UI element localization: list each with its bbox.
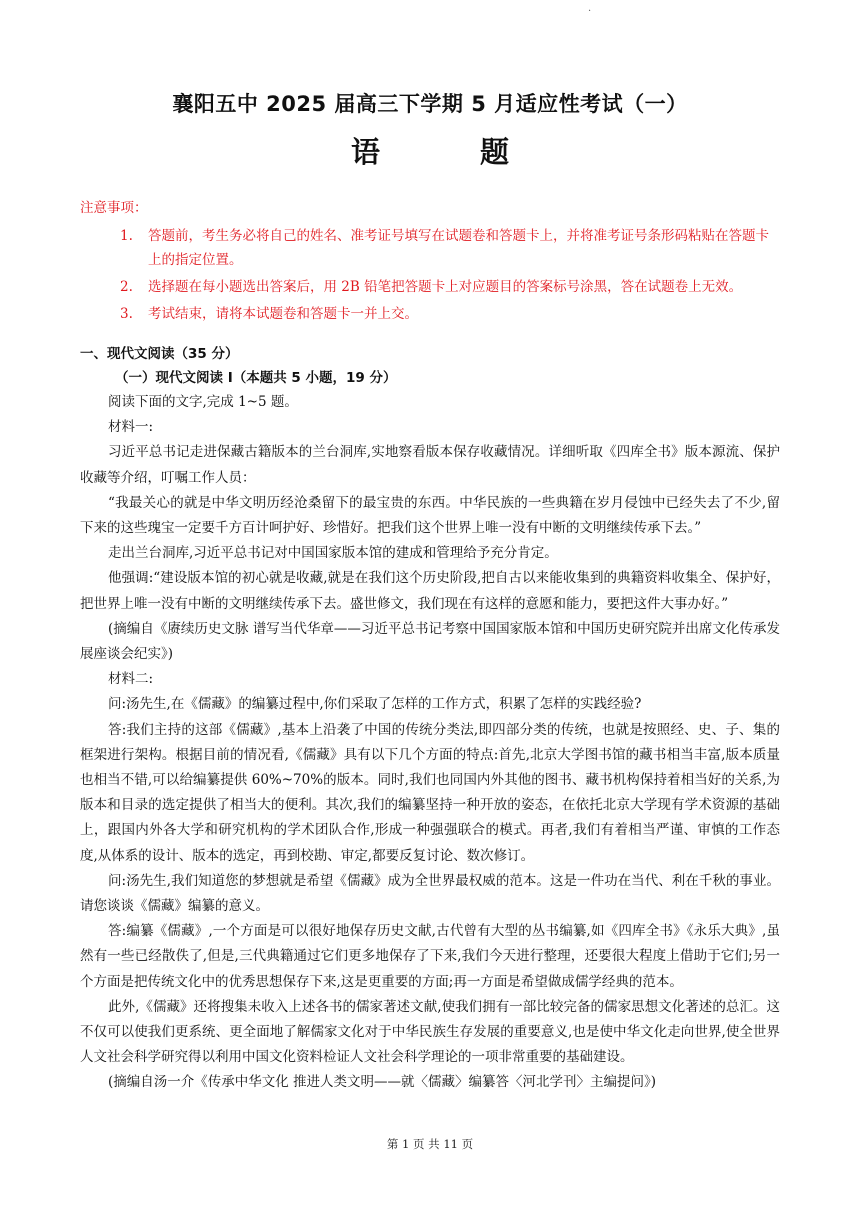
- notice-item-text: 选择题在每小题选出答案后，用 2B 铅笔把答题卡上对应题目的答案标号涂黑，答在试题卷上无效。: [148, 279, 743, 295]
- notice-item-number: 3.: [120, 306, 133, 322]
- reading-section: [80, 342, 780, 1096]
- paragraph: 走出兰台洞库,习近平总书记对中国国家版本馆的建成和管理给予充分肯定。: [108, 545, 558, 562]
- paragraph: 习近平总书记走进保藏古籍版本的兰台洞库,实地察看版本保存收藏情况。详细听取《四库全书》版本源流、保护收藏等介绍，叮嘱工作人员：: [80, 444, 780, 486]
- notice-item: [80, 302, 780, 326]
- section-heading: 一、现代文阅读（35 分）: [80, 346, 239, 362]
- question-paragraph: 问:汤先生,我们知道您的梦想就是希望《儒藏》成为全世界最权威的范本。这是一件功在当代、利在千秋的事业。请您谈谈《儒藏》编纂的意义。: [80, 872, 780, 915]
- notice-item: [80, 275, 780, 299]
- quote-paragraph: “我最关心的就是中华文明历经沧桑留下的最宝贵的东西。中华民族的一些典籍在岁月侵蚀中已经失去了不少,留下来的这些瑰宝一定要千方百计呵护好、珍惜好。把我们这个世界上唯一没有中断的文明继续传承下去。”: [80, 494, 780, 537]
- material-label: 材料二:: [108, 671, 154, 688]
- instruction-text: 阅读下面的文字,完成 1~5 题。: [108, 394, 298, 410]
- exam-title: 襄阳五中 2025 届高三下学期 5 月适应性考试（一）: [172, 92, 688, 116]
- notice-item-text: 考试结束，请将本试题卷和答题卡一并上交。: [148, 306, 418, 322]
- paragraph: 他强调:“建设版本馆的初心就是收藏,就是在我们这个历史阶段,把自古以来能收集到的典籍资料收集全、保护好，把世界上唯一没有中断的文明继续传承下去。盛世修文，我们现在有这样的意愿和能力，要把这件大事办好。”: [80, 570, 780, 612]
- notice-item-number: 1.: [120, 228, 133, 244]
- answer-paragraph: 答:编纂《儒藏》,一个方面是可以很好地保存历史文献,古代曾有大型的丛书编纂,如《四库全书》《永乐大典》,虽然有一些已经散佚了,但是,三代典籍通过它们更多地保存了下来,我们今天进行整理，还要很大程度上借助于它们;另一个方面是把传统文化中的优秀思想保存下来,这是更重要的方面;再一方面是希望做成儒学经典的范本。: [80, 923, 780, 990]
- notice-item-text: 答题前，考生务必将自己的姓名、准考证号填写在试题卷和答题卡上，并将准考证号条形码粘贴在答题卡上的指定位置。: [148, 228, 769, 268]
- notice-block: [80, 196, 780, 329]
- source-citation: (摘编自汤一介《传承中华文化 推进人类文明——就〈儒藏〉编纂答〈河北学刊〉主编提问》): [108, 1074, 657, 1091]
- question-paragraph: 问:汤先生,在《儒藏》的编纂过程中,你们采取了怎样的工作方式，积累了怎样的实践经验?: [108, 696, 642, 713]
- notice-title: 注意事项：: [80, 200, 148, 216]
- material-label: 材料一:: [108, 419, 154, 436]
- notice-item-number: 2.: [120, 279, 133, 295]
- notice-item: [80, 224, 780, 272]
- top-mark: ·: [588, 6, 592, 17]
- subsection-heading: （一）现代文阅读 I（本题共 5 小题，19 分）: [115, 370, 397, 386]
- answer-paragraph: 答:我们主持的这部《儒藏》,基本上沿袭了中国的传统分类法,即四部分类的传统，也就是按照经、史、子、集的框架进行架构。根据目前的情况看,《儒藏》具有以下几个方面的特点:首先,北京大学图书馆的藏书相当丰富,版本质量也相当不错,可以给编纂提供 60%~70%的版本。同时,我们也同国内外其他的图书、藏书机构保持着相当好的关系,为版本和目录的选定提供了相当大的便利。其次,我们的编纂坚持一种开放的姿态，在依托北京大学现有学术资源的基础上，跟国内外各大学和研究机构的学术团队合作,形成一种强强联合的模式。再者,我们有着相当严谨、审慎的工作态度,从体系的设计、版本的选定，再到校勘、审定,都要反复讨论、数次修订。: [80, 721, 780, 864]
- paragraph: 此外,《儒藏》还将搜集未收入上述各书的儒家著述文献,使我们拥有一部比较完备的儒家思想文化著述的总汇。这不仅可以使我们更系统、更全面地了解儒家文化对于中华民族生存发展的重要意义,也是使中华文化走向世界,使全世界人文社会科学研究得以利用中国文化资料检证人文社会科学理论的一项非常重要的基础建设。: [80, 998, 780, 1066]
- subject-title: 语题: [350, 135, 609, 169]
- source-citation: (摘编自《赓续历史文脉 谱写当代华章——习近平总书记考察中国国家版本馆和中国历史研究院并出席文化传承发展座谈会纪实》): [80, 620, 780, 663]
- page-footer: 第 1 页 共 11 页: [386, 1137, 474, 1151]
